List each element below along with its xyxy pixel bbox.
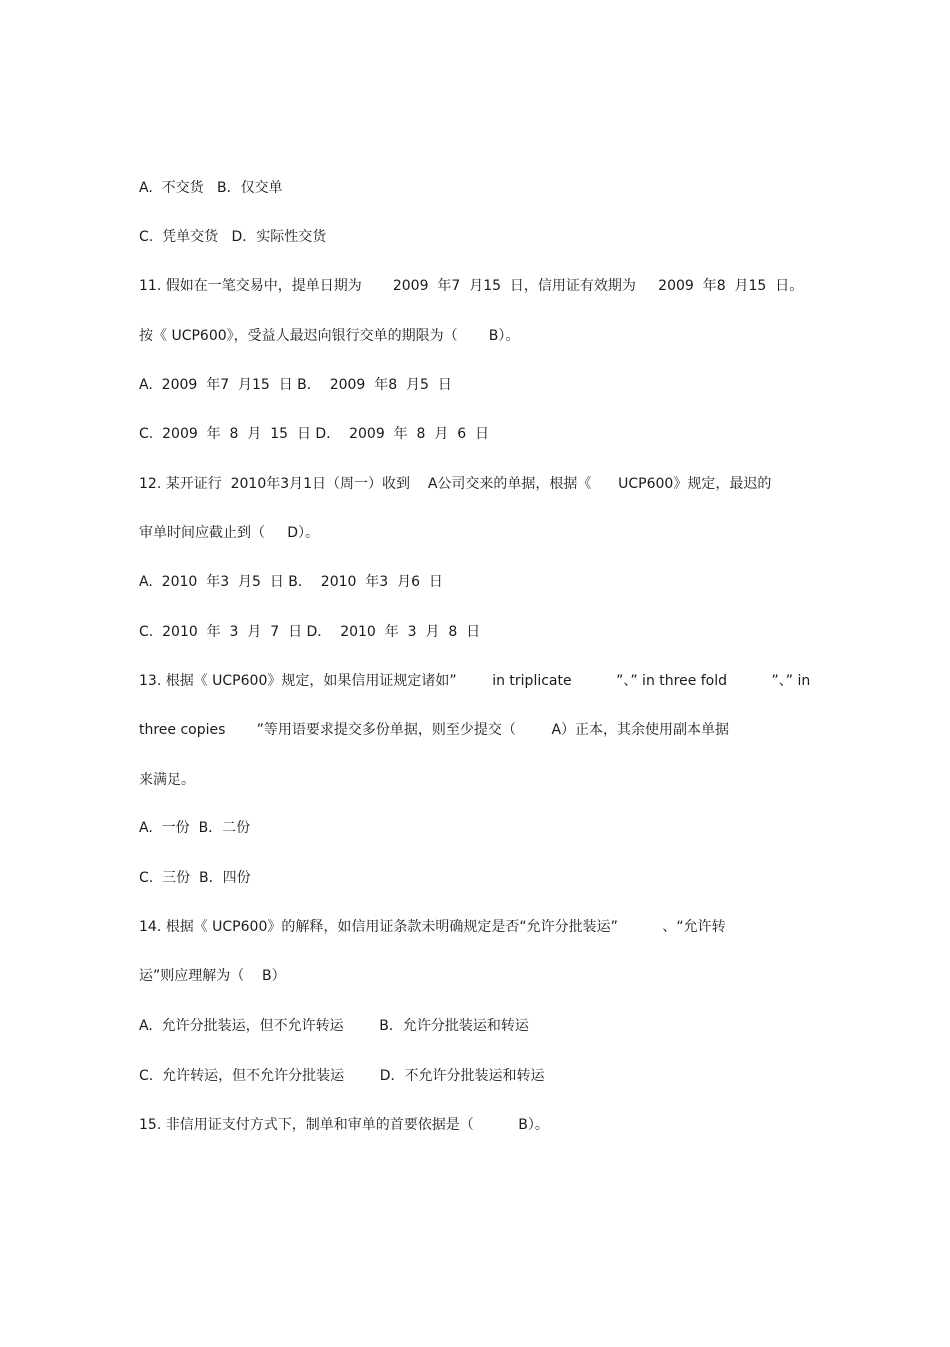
option-line-a-b-q13: A. 一份 B．二份 (139, 820, 251, 836)
question-12-stem: 12. 某开证行 2010年3月1日（周一）收到 A公司交来的单据，根据《 UCP600》规定，最迟的 (139, 476, 772, 492)
question-15-stem: 15. 非信用证支付方式下，制单和审单的首要依据是（ B）。 (139, 1117, 549, 1133)
question-12-stem-cont: 审单时间应截止到（ D）。 (139, 525, 320, 541)
question-11-stem: 11. 假如在一笔交易中，提单日期为 2009 年7 月15 日，信用证有效期为 2009 年8 月15 日。 (139, 278, 804, 294)
option-line-c-d-q11: C. 2009 年 8 月 15 日 D． 2009 年 8 月 6 日 (139, 426, 490, 442)
option-line-c-d-q12: C. 2010 年 3 月 7 日 D． 2010 年 3 月 8 日 (139, 624, 481, 640)
option-line-a-b-q11: A. 2009 年7 月15 日 B． 2009 年8 月5 日 (139, 377, 452, 393)
option-line-a-b-q10: A. 不交货 B．仅交单 (139, 180, 283, 196)
option-line-c-d-q13: C. 三份 B．四份 (139, 870, 251, 886)
option-line-c-d-q10: C. 凭单交货 D．实际性交货 (139, 229, 327, 245)
question-13-stem-end: 来满足。 (139, 772, 195, 788)
question-14-stem-cont: 运”则应理解为（ B） (139, 968, 286, 984)
option-line-c-d-q14: C. 允许转运，但不允许分批装运 D．不允许分批装运和转运 (139, 1068, 545, 1084)
question-11-stem-cont: 按《 UCP600》，受益人最迟向银行交单的期限为（ B）。 (139, 328, 520, 344)
option-line-a-b-q14: A. 允许分批装运，但不允许转运 B．允许分批装运和转运 (139, 1018, 529, 1034)
question-13-stem-cont: three copies ”等用语要求提交多份单据，则至少提交（ A）正本，其余使用副本单据 (139, 722, 730, 738)
question-13-stem: 13. 根据《 UCP600》规定，如果信用证规定诸如” in triplicate ”、” in three fold ”、” in (139, 673, 811, 689)
option-line-a-b-q12: A. 2010 年3 月5 日 B． 2010 年3 月6 日 (139, 574, 443, 590)
question-14-stem: 14. 根据《 UCP600》的解释，如信用证条款未明确规定是否“允许分批装运” 、“允许转 (139, 919, 726, 935)
